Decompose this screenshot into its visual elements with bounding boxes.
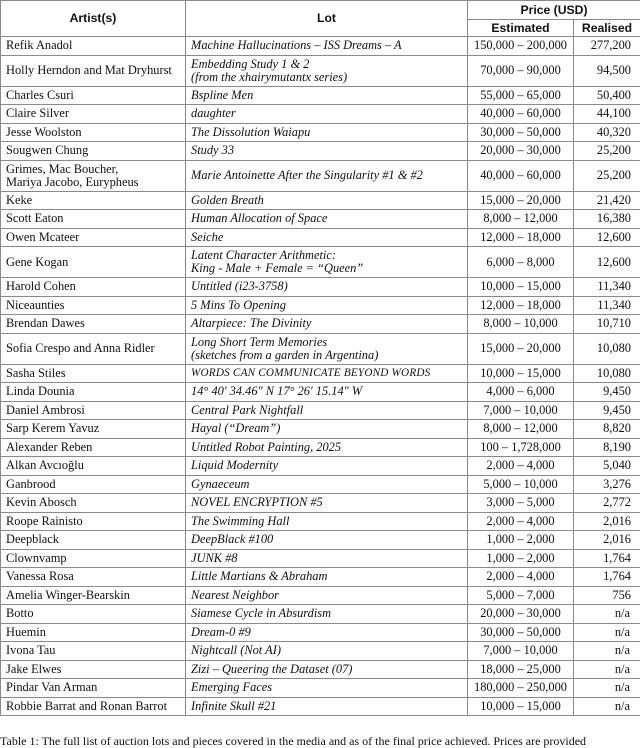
realised-cell: 2,772 [574, 494, 640, 513]
lot-cell: Untitled (i23-3758) [186, 278, 468, 297]
table-row [1, 247, 640, 278]
artist-cell: Claire Silver [1, 105, 186, 124]
estimated-cell: 55,000 – 65,000 [468, 86, 574, 105]
estimated-cell: 30,000 – 50,000 [468, 623, 574, 642]
realised-cell: 9,450 [574, 383, 640, 402]
artist-cell: Linda Dounia [1, 383, 186, 402]
realised-cell: 3,276 [574, 475, 640, 494]
realised-cell: 25,200 [574, 160, 640, 191]
estimated-cell: 12,000 – 18,000 [468, 296, 574, 315]
artist-cell: Roope Rainisto [1, 512, 186, 531]
lot-cell: Nearest Neighbor [186, 586, 468, 605]
lot-cell: Altarpiece: The Divinity [186, 315, 468, 334]
realised-cell: n/a [574, 697, 640, 716]
table-row [1, 512, 640, 531]
artist-cell: Sofia Crespo and Anna Ridler [1, 333, 186, 364]
realised-cell: 11,340 [574, 278, 640, 297]
table-row [1, 438, 640, 457]
estimated-cell: 40,000 – 60,000 [468, 160, 574, 191]
realised-cell: 21,420 [574, 191, 640, 210]
estimated-cell: 30,000 – 50,000 [468, 123, 574, 142]
table-row [1, 364, 640, 383]
table-row [1, 160, 640, 191]
artist-cell: Ivona Tau [1, 642, 186, 661]
estimated-cell: 5,000 – 10,000 [468, 475, 574, 494]
artist-cell: Charles Csuri [1, 86, 186, 105]
estimated-cell: 180,000 – 250,000 [468, 679, 574, 698]
estimated-cell: 10,000 – 15,000 [468, 364, 574, 383]
artist-cell: Sarp Kerem Yavuz [1, 420, 186, 439]
lot-cell: Nightcall (Not AI) [186, 642, 468, 661]
estimated-cell: 150,000 – 200,000 [468, 37, 574, 56]
table-row [1, 697, 640, 716]
realised-cell: n/a [574, 623, 640, 642]
lot-cell: The Swimming Hall [186, 512, 468, 531]
estimated-cell: 20,000 – 30,000 [468, 142, 574, 161]
lot-cell: 5 Mins To Opening [186, 296, 468, 315]
table-row [1, 605, 640, 624]
lot-cell: 14° 40′ 34.46″ N 17° 26′ 15.14″ W [186, 383, 468, 402]
lot-cell: daughter [186, 105, 468, 124]
estimated-cell: 15,000 – 20,000 [468, 333, 574, 364]
artist-cell: Brendan Dawes [1, 315, 186, 334]
lot-cell: Hayal (“Dream”) [186, 420, 468, 439]
lot-cell: Human Allocation of Space [186, 210, 468, 229]
table-row [1, 457, 640, 476]
realised-cell: 25,200 [574, 142, 640, 161]
lot-cell: Marie Antoinette After the Singularity #1 & #2 [186, 160, 468, 191]
table-row [1, 679, 640, 698]
lot-cell: JUNK #8 [186, 549, 468, 568]
realised-cell: n/a [574, 642, 640, 661]
lot-cell: Little Martians & Abraham [186, 568, 468, 587]
lot-cell: NOVEL ENCRYPTION #5 [186, 494, 468, 513]
realised-cell: 10,080 [574, 333, 640, 364]
realised-cell: 10,080 [574, 364, 640, 383]
estimated-cell: 6,000 – 8,000 [468, 247, 574, 278]
table-row [1, 531, 640, 550]
realised-cell: n/a [574, 679, 640, 698]
lot-cell: Emerging Faces [186, 679, 468, 698]
artist-cell: Pindar Van Arman [1, 679, 186, 698]
lot-cell: Machine Hallucinations – ISS Dreams – A [186, 37, 468, 56]
artist-cell: Grimes, Mac Boucher, Mariya Jacobo, Eurypheus [1, 160, 186, 191]
realised-cell: 8,820 [574, 420, 640, 439]
estimated-cell: 2,000 – 4,000 [468, 568, 574, 587]
estimated-cell: 20,000 – 30,000 [468, 605, 574, 624]
artist-cell: Alexander Reben [1, 438, 186, 457]
realised-cell: 5,040 [574, 457, 640, 476]
estimated-cell: 12,000 – 18,000 [468, 228, 574, 247]
table-body [1, 37, 640, 716]
artist-cell: Clownvamp [1, 549, 186, 568]
artist-cell: Jesse Woolston [1, 123, 186, 142]
estimated-cell: 7,000 – 10,000 [468, 401, 574, 420]
table-row [1, 401, 640, 420]
lot-cell: Long Short Term Memories (sketches from a garden in Argentina) [186, 333, 468, 364]
realised-cell: 50,400 [574, 86, 640, 105]
table-row [1, 296, 640, 315]
artist-cell: Niceaunties [1, 296, 186, 315]
table-row [1, 568, 640, 587]
artist-cell: Daniel Ambrosi [1, 401, 186, 420]
estimated-cell: 10,000 – 15,000 [468, 278, 574, 297]
realised-cell: 40,320 [574, 123, 640, 142]
table-row [1, 86, 640, 105]
estimated-cell: 1,000 – 2,000 [468, 531, 574, 550]
realised-cell: 9,450 [574, 401, 640, 420]
lot-cell: Infinite Skull #21 [186, 697, 468, 716]
lot-cell: Golden Breath [186, 191, 468, 210]
lot-cell: Study 33 [186, 142, 468, 161]
estimated-cell: 8,000 – 10,000 [468, 315, 574, 334]
realised-cell: 12,600 [574, 247, 640, 278]
artist-cell: Harold Cohen [1, 278, 186, 297]
artist-cell: Kevin Abosch [1, 494, 186, 513]
realised-cell: n/a [574, 660, 640, 679]
artist-cell: Botto [1, 605, 186, 624]
table-row [1, 191, 640, 210]
header-lot: Lot [186, 1, 468, 37]
lot-cell: Gynaeceum [186, 475, 468, 494]
estimated-cell: 10,000 – 15,000 [468, 697, 574, 716]
table-row [1, 123, 640, 142]
artist-cell: Robbie Barrat and Ronan Barrot [1, 697, 186, 716]
table-row [1, 142, 640, 161]
estimated-cell: 40,000 – 60,000 [468, 105, 574, 124]
table-row [1, 278, 640, 297]
estimated-cell: 8,000 – 12,000 [468, 210, 574, 229]
lot-cell: DeepBlack #100 [186, 531, 468, 550]
lot-cell: Siamese Cycle in Absurdism [186, 605, 468, 624]
artist-cell: Owen Mcateer [1, 228, 186, 247]
realised-cell: 94,500 [574, 55, 640, 86]
lot-cell: Latent Character Arithmetic: King - Male + Female = “Queen” [186, 247, 468, 278]
table-row [1, 660, 640, 679]
header-estimated: Estimated [468, 20, 574, 37]
artist-cell: Sasha Stiles [1, 364, 186, 383]
estimated-cell: 70,000 – 90,000 [468, 55, 574, 86]
artist-cell: Gene Kogan [1, 247, 186, 278]
table-row [1, 105, 640, 124]
header-artist: Artist(s) [1, 1, 186, 37]
table-row [1, 420, 640, 439]
table-row [1, 586, 640, 605]
lot-cell: WORDS CAN COMMUNICATE BEYOND WORDS [186, 364, 468, 383]
realised-cell: 756 [574, 586, 640, 605]
realised-cell: n/a [574, 605, 640, 624]
header-realised: Realised [574, 20, 640, 37]
artist-cell: Vanessa Rosa [1, 568, 186, 587]
artist-cell: Refik Anadol [1, 37, 186, 56]
lot-cell: Embedding Study 1 & 2 (from the xhairymutantx series) [186, 55, 468, 86]
artist-cell: Amelia Winger-Bearskin [1, 586, 186, 605]
estimated-cell: 2,000 – 4,000 [468, 457, 574, 476]
table-row [1, 55, 640, 86]
lot-cell: Dream-0 #9 [186, 623, 468, 642]
estimated-cell: 18,000 – 25,000 [468, 660, 574, 679]
table-row [1, 549, 640, 568]
table-row [1, 642, 640, 661]
table-row [1, 383, 640, 402]
table-row [1, 475, 640, 494]
lot-cell: Zizi – Queering the Dataset (07) [186, 660, 468, 679]
realised-cell: 1,764 [574, 568, 640, 587]
table-row [1, 623, 640, 642]
artist-cell: Deepblack [1, 531, 186, 550]
realised-cell: 11,340 [574, 296, 640, 315]
table-row [1, 494, 640, 513]
estimated-cell: 3,000 – 5,000 [468, 494, 574, 513]
realised-cell: 2,016 [574, 531, 640, 550]
artist-cell: Scott Eaton [1, 210, 186, 229]
artist-cell: Alkan Avcıoğlu [1, 457, 186, 476]
estimated-cell: 1,000 – 2,000 [468, 549, 574, 568]
estimated-cell: 15,000 – 20,000 [468, 191, 574, 210]
lot-cell: The Dissolution Waiapu [186, 123, 468, 142]
realised-cell: 8,190 [574, 438, 640, 457]
estimated-cell: 100 – 1,728,000 [468, 438, 574, 457]
estimated-cell: 2,000 – 4,000 [468, 512, 574, 531]
artist-cell: Huemin [1, 623, 186, 642]
realised-cell: 1,764 [574, 549, 640, 568]
artist-cell: Ganbrood [1, 475, 186, 494]
realised-cell: 44,100 [574, 105, 640, 124]
header-price: Price (USD) [468, 1, 640, 20]
lot-cell: Liquid Modernity [186, 457, 468, 476]
realised-cell: 10,710 [574, 315, 640, 334]
artist-cell: Holly Herndon and Mat Dryhurst [1, 55, 186, 86]
table-row [1, 333, 640, 364]
realised-cell: 277,200 [574, 37, 640, 56]
lot-cell: Seiche [186, 228, 468, 247]
estimated-cell: 8,000 – 12,000 [468, 420, 574, 439]
realised-cell: 16,380 [574, 210, 640, 229]
lot-cell: Untitled Robot Painting, 2025 [186, 438, 468, 457]
table-row [1, 315, 640, 334]
lot-cell: Bspline Men [186, 86, 468, 105]
table-row [1, 228, 640, 247]
estimated-cell: 5,000 – 7,000 [468, 586, 574, 605]
table-row [1, 210, 640, 229]
table-row [1, 37, 640, 56]
artist-cell: Keke [1, 191, 186, 210]
estimated-cell: 7,000 – 10,000 [468, 642, 574, 661]
estimated-cell: 4,000 – 6,000 [468, 383, 574, 402]
lot-cell: Central Park Nightfall [186, 401, 468, 420]
table-caption: Table 1: The full list of auction lots and pieces covered in the media and as of the final price achieved. Prices are provided [0, 735, 640, 748]
realised-cell: 12,600 [574, 228, 640, 247]
artist-cell: Sougwen Chung [1, 142, 186, 161]
artist-cell: Jake Elwes [1, 660, 186, 679]
realised-cell: 2,016 [574, 512, 640, 531]
